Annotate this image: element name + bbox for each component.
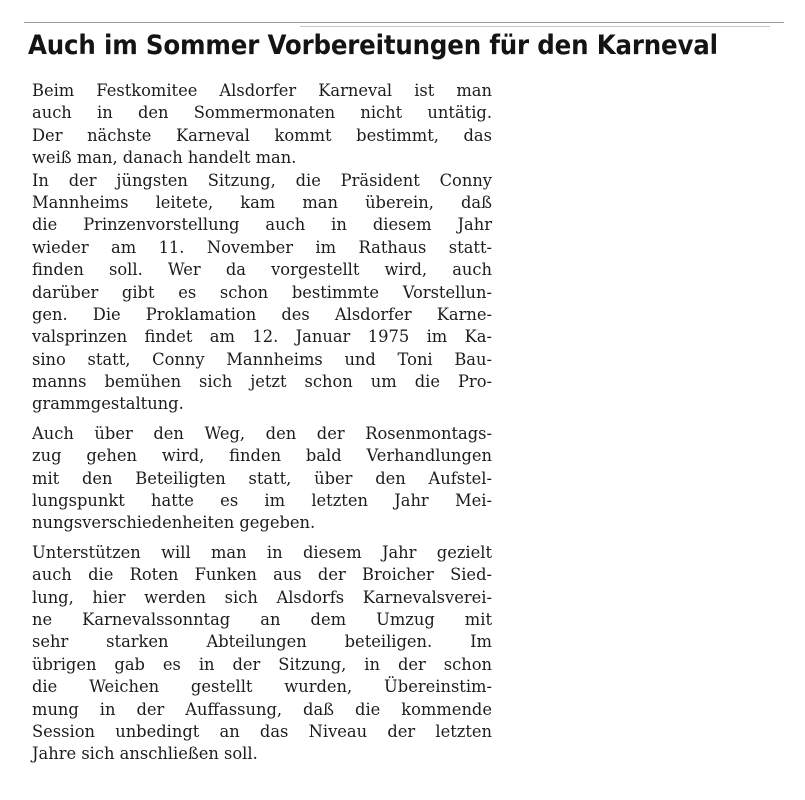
text-line: auch die Roten Funken aus der Broicher Sied- — [32, 565, 492, 585]
text-line: die Prinzenvorstellung auch in diesem Jahr — [32, 215, 492, 235]
text-line: nungsverschiedenheiten gegeben. — [32, 513, 316, 533]
text-line: zug gehen wird, finden bald Verhandlungen — [32, 446, 492, 466]
text-line: manns bemühen sich jetzt schon um die Pro- — [32, 372, 492, 392]
text-line: Mannheims leitete, kam man überein, daß — [32, 192, 492, 212]
text-line: mit den Beteiligten statt, über den Aufstel- — [32, 468, 492, 488]
text-line: lungspunkt hatte es im letzten Jahr Mei- — [32, 491, 492, 511]
text-line: Der nächste Karneval kommt bestimmt, das — [32, 125, 492, 145]
text-line: Unterstützen will man in diesem Jahr gezielt — [32, 542, 492, 562]
text-line: gen. Die Proklamation des Alsdorfer Karne- — [32, 304, 492, 324]
text-line: Beim Festkomitee Alsdorfer Karneval ist man — [32, 81, 492, 100]
text-line: Jahre sich anschließen soll. — [32, 744, 258, 764]
article-paragraph-4 — [32, 542, 492, 766]
text-line: übrigen gab es in der Sitzung, in der schon — [32, 654, 492, 674]
article-paragraph-1 — [32, 80, 492, 170]
text-line: lung, hier werden sich Alsdorfs Karnevalsverei- — [32, 587, 492, 607]
text-line: wieder am 11. November im Rathaus statt- — [32, 237, 492, 257]
text-line: finden soll. Wer da vorgestellt wird, auch — [32, 260, 492, 280]
text-line: mung in der Auffassung, daß die kommende — [32, 699, 492, 719]
text-line: auch in den Sommermonaten nicht untätig. — [32, 103, 492, 123]
text-line: weiß man, danach handelt man. — [32, 148, 297, 168]
clipping-top-rule — [24, 22, 784, 23]
article-paragraph-3 — [32, 423, 492, 535]
text-line: darüber gibt es schon bestimmte Vorstellun- — [32, 282, 492, 302]
text-line: Session unbedingt an das Niveau der letzten — [32, 721, 492, 741]
text-line: In der jüngsten Sitzung, die Präsident Conny — [32, 170, 492, 190]
text-line: grammgestaltung. — [32, 394, 184, 414]
article-headline: Auch im Sommer Vorbereitungen für den Karneval — [28, 30, 718, 61]
text-line: die Weichen gestellt wurden, Übereinstim- — [32, 677, 492, 697]
text-line: sino statt, Conny Mannheims und Toni Bau- — [32, 349, 492, 369]
text-line: valsprinzen findet am 12. Januar 1975 im Ka- — [32, 327, 492, 347]
text-line: ne Karnevalssonntag an dem Umzug mit — [32, 609, 492, 629]
text-line: Auch über den Weg, den der Rosenmontags- — [32, 423, 492, 443]
article-paragraph-2 — [32, 170, 492, 416]
text-line: sehr starken Abteilungen beteiligen. Im — [32, 632, 492, 652]
article-body — [32, 80, 492, 766]
